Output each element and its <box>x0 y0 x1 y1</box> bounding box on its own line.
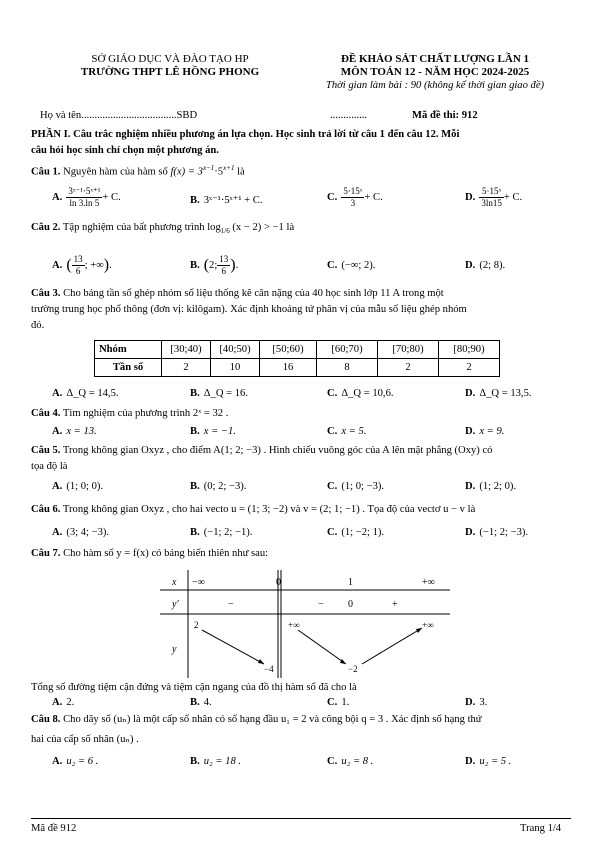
variation-table <box>160 570 460 678</box>
q7-option-b[interactable]: B. 4. <box>190 697 212 708</box>
arrow-increase <box>362 628 422 664</box>
q1-option-b[interactable]: B. 3ˣ⁻¹·5ˣ⁺¹ + C. <box>190 195 263 206</box>
table-cell: [70;80) <box>378 341 439 359</box>
footer-rule <box>31 818 571 819</box>
q7-question: Tổng số đường tiệm cận đứng và tiệm cận ngang của đồ thị hàm số đã cho là <box>31 682 357 693</box>
frequency-table <box>94 340 500 377</box>
table-cell: 8 <box>317 359 378 377</box>
q8-option-d[interactable]: D. u₂ = 5 . <box>465 756 512 767</box>
q3-line2: trường trung học phổ thông (đơn vị: kilôgam). Xác định khoảng tứ phân vị của mẫu số liệu ghép nhóm <box>31 304 467 315</box>
q5-option-a[interactable]: A. (1; 0; 0). <box>52 481 104 492</box>
table-header-group: Nhóm <box>95 341 162 359</box>
q3-line1: Cho bảng tần số ghép nhóm số liệu thống kê cân nặng của 40 học sinh lớp 11 A trong một <box>63 288 444 299</box>
arrowhead <box>258 659 264 664</box>
q2-formula-tail: (x − 2) > −1 là <box>232 222 295 233</box>
question-7 <box>31 548 268 559</box>
table-cell: 16 <box>260 359 317 377</box>
arrow-decrease-1 <box>202 630 264 664</box>
part1-title: PHẦN I. Câu trắc nghiệm nhiều phương án lựa chọn. Học sinh trả lời từ câu 1 đến câu 12. Mỗi <box>31 129 460 140</box>
sign-2: − <box>318 599 324 610</box>
question-3 <box>31 288 444 299</box>
table-cell: 2 <box>378 359 439 377</box>
q4-option-b[interactable]: B. x = −1. <box>190 426 236 437</box>
question-4 <box>31 408 228 419</box>
q4-option-d[interactable]: D. x = 9. <box>465 426 505 437</box>
name-sbd-line: Họ và tên....................................SBD <box>40 110 198 121</box>
q8-label: Câu 8. <box>31 714 61 725</box>
q4-text: Tìm nghiệm của phương trình 2ˣ = 32 . <box>62 408 229 419</box>
q1-option-c[interactable]: C. $\frac{\text{5·15ˣ}}{3}$ + C. <box>327 186 383 208</box>
x-one: 1 <box>348 577 353 588</box>
question-8 <box>31 713 482 725</box>
q3-label: Câu 3. <box>31 288 61 299</box>
part1-title-2: câu hỏi học sinh chỉ chọn một phương án. <box>31 145 219 156</box>
arrow-decrease-2 <box>298 630 346 664</box>
q3-option-c[interactable]: C. Δ_Q = 10,6. <box>327 388 394 399</box>
row-label-yprime: y′ <box>172 599 179 610</box>
q3-option-d[interactable]: D. Δ_Q = 13,5. <box>465 388 532 399</box>
q7-option-c[interactable]: C. 1. <box>327 697 350 708</box>
department-name: SỞ GIÁO DỤC VÀ ĐÀO TẠO HP <box>91 53 249 65</box>
q3-option-a[interactable]: A. Δ_Q = 14,5. <box>52 388 119 399</box>
sign-zero: 0 <box>348 599 353 610</box>
table-cell: [40;50) <box>211 341 260 359</box>
q6-label: Câu 6. <box>31 504 61 515</box>
x-neg-inf: −∞ <box>192 577 205 588</box>
y-value-m2: −2 <box>348 664 358 674</box>
exam-title: ĐỀ KHẢO SÁT CHẤT LƯỢNG LẦN 1 <box>340 53 530 65</box>
dots-line: .............. <box>330 110 368 121</box>
q6-option-a[interactable]: A. (3; 4; −3). <box>52 527 110 538</box>
q1-formula: f(x) = 3 <box>170 166 203 178</box>
q2-option-d[interactable]: D. (2; 8). <box>465 260 506 271</box>
question-6 <box>31 504 475 515</box>
exam-code: Mã đề thi: 912 <box>412 110 478 121</box>
q5-label: Câu 5. <box>31 445 61 456</box>
table-cell: [30;40) <box>162 341 211 359</box>
school-name: TRƯỜNG THPT LÊ HỒNG PHONG <box>80 66 260 78</box>
question-5 <box>31 445 492 456</box>
q4-option-c[interactable]: C. x = 5. <box>327 426 367 437</box>
q5-option-b[interactable]: B. (0; 2; −3). <box>190 481 247 492</box>
table-cell: [50;60) <box>260 341 317 359</box>
q1-option-d[interactable]: D. $\frac{\text{5·15ˣ}}{3\ln 15}$ + C. <box>465 186 523 208</box>
table-cell: [80;90) <box>439 341 500 359</box>
table-header-count: Tần số <box>95 359 162 377</box>
q5-option-c[interactable]: C. (1; 0; −3). <box>327 481 385 492</box>
q1-label: Câu 1. <box>31 166 61 178</box>
y-value-pinf-2: +∞ <box>422 620 434 630</box>
time-line: Thời gian làm bài : 90 (không kể thời gian giao đề) <box>325 80 545 91</box>
q8-option-c[interactable]: C. u₂ = 8 . <box>327 756 374 767</box>
q8-line2: hai của cấp số nhân (uₙ) . <box>31 734 139 745</box>
table-cell: 2 <box>162 359 211 377</box>
table-cell: 10 <box>211 359 260 377</box>
table-cell: 2 <box>439 359 500 377</box>
q8-option-b[interactable]: B. u₂ = 18 . <box>190 756 242 767</box>
q3-option-b[interactable]: B. Δ_Q = 16. <box>190 388 248 399</box>
q7-option-d[interactable]: D. 3. <box>465 697 488 708</box>
q5-option-d[interactable]: D. (1; 2; 0). <box>465 481 517 492</box>
q7-option-a[interactable]: A. 2. <box>52 697 75 708</box>
arrowhead <box>340 659 346 664</box>
y-value-pinf-1: +∞ <box>288 620 300 630</box>
row-label-x: x <box>172 577 177 588</box>
q2-option-a[interactable]: A. ( $\frac{13}{6}$ ; +∞). <box>52 254 112 276</box>
table-cell: [60;70) <box>317 341 378 359</box>
q6-option-d[interactable]: D. (−1; 2; −3). <box>465 527 529 538</box>
q5-line1: Trong không gian Oxyz , cho điểm A(1; 2; −3) . Hình chiếu vuông góc của A lên mặt phẳng (Oxy) có <box>62 445 493 456</box>
q8-option-a[interactable]: A. u₂ = 6 . <box>52 756 99 767</box>
sign-3: + <box>392 599 398 610</box>
q7-text: Cho hàm số y = f(x) có bảng biến thiên như sau: <box>63 548 269 559</box>
y-value-m4: −4 <box>264 664 274 674</box>
q6-text: Trong không gian Oxyz , cho hai vecto u = (1; 3; −2) và v = (2; 1; −1) . Tọa độ của vectơ u − v là <box>62 504 476 515</box>
q8-line1: Cho dãy số (uₙ) là một cấp số nhân có số hạng đầu u₁ = 2 và công bội q = 3 . Xác định số hạng thứ <box>63 714 482 725</box>
arrowhead <box>416 628 422 633</box>
footer-page-number: Trang 1/4 <box>520 823 562 834</box>
q3-line3: đó. <box>31 320 45 331</box>
q1-tail: là <box>237 166 245 178</box>
question-2: Câu 2. Tập nghiệm của bất phương trình $\log_{1/6} (x - 2) > -1$ là <box>31 222 295 236</box>
q2-text: Tập nghiệm của bất phương trình <box>62 222 205 233</box>
q2-option-c[interactable]: C. (−∞; 2). <box>327 260 376 271</box>
q7-label: Câu 7. <box>31 548 61 559</box>
x-zero: 0 <box>276 577 281 588</box>
x-pos-inf: +∞ <box>422 577 435 588</box>
subject-line: MÔN TOÁN 12 - NĂM HỌC 2024-2025 <box>340 66 530 78</box>
footer-exam-code: Mã đề 912 <box>31 823 77 834</box>
q4-option-a[interactable]: A. x = 13. <box>52 426 97 437</box>
q6-option-b[interactable]: B. (−1; 2; −1). <box>190 527 253 538</box>
sign-1: − <box>228 599 234 610</box>
q5-line2: tọa độ là <box>31 461 68 472</box>
q4-label: Câu 4. <box>31 408 61 419</box>
q2-label: Câu 2. <box>31 222 61 233</box>
q1-option-a[interactable]: A. $\frac{\text{3ˣ⁻¹·5ˣ⁺¹}}{\ln 3.\ln 5}$ + C. <box>52 186 121 208</box>
question-1: Câu 1. Nguyên hàm của hàm số $f(x) = 3^{x-1}\cdot 5^{x+1}$ là <box>31 164 245 178</box>
row-label-y: y <box>172 644 177 655</box>
q6-option-c[interactable]: C. (1; −2; 1). <box>327 527 385 538</box>
q1-text: Nguyên hàm của hàm số <box>63 166 168 178</box>
q2-option-b[interactable]: B. (2; $\frac{13}{6}$ ). <box>190 254 239 276</box>
y-value-2: 2 <box>194 620 199 630</box>
q2-formula: log <box>207 222 221 233</box>
